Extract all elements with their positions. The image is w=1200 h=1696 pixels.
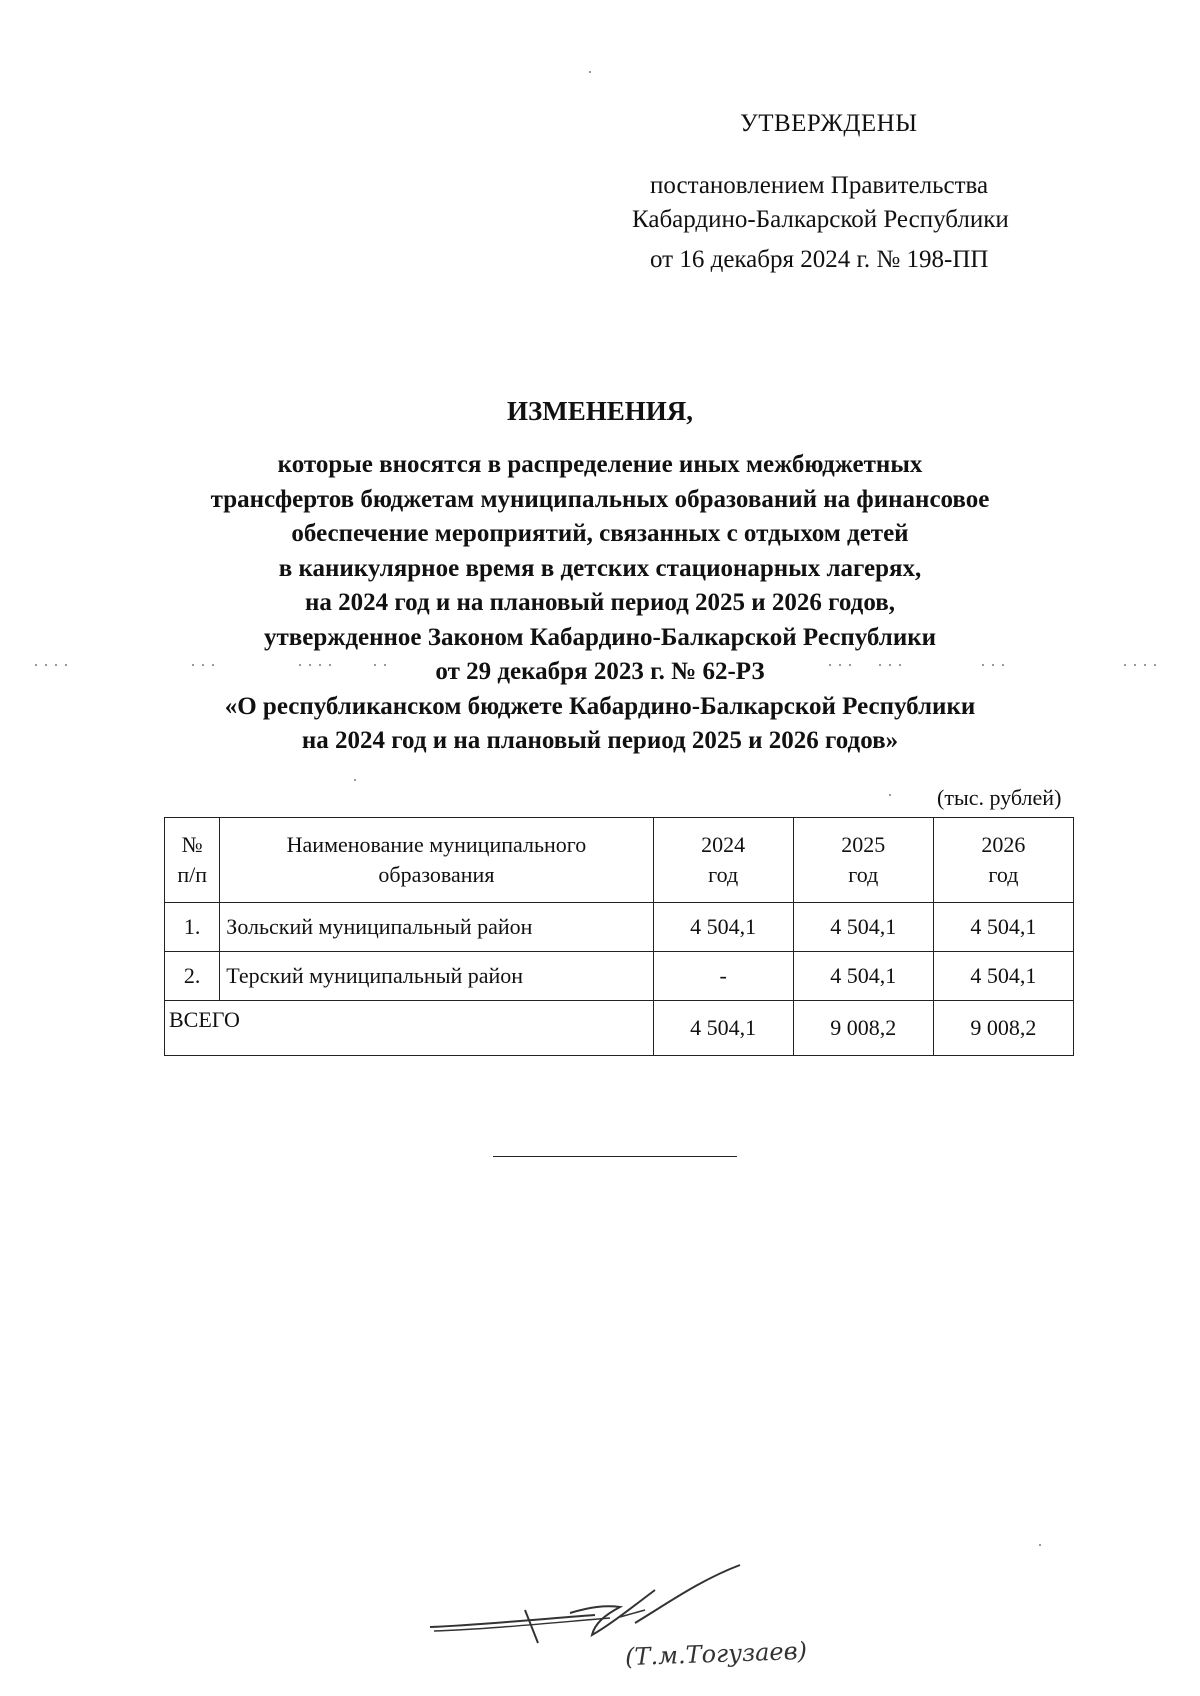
signature-image xyxy=(420,1555,760,1645)
row-value-2024: 4 504,1 xyxy=(653,903,793,952)
document-title: ИЗМЕНЕНИЯ, xyxy=(506,396,693,426)
header-2026-line-2: год xyxy=(988,862,1019,887)
header-2024-line-1: 2024 xyxy=(701,832,746,857)
subtitle-line: обеспечение мероприятий, связанных с отдыхом детей xyxy=(291,520,909,547)
row-value-2026: 4 504,1 xyxy=(933,903,1073,952)
document-subtitle xyxy=(0,448,1200,759)
total-label: ВСЕГО xyxy=(165,1001,654,1056)
subtitle-line: от 29 декабря 2023 г. № 62-РЗ xyxy=(435,658,765,685)
header-number-line-2: п/п xyxy=(177,862,207,887)
total-value-2024: 4 504,1 xyxy=(653,1001,793,1056)
header-name-line-1: Наименование муниципального xyxy=(286,832,587,857)
row-value-2025: 4 504,1 xyxy=(793,903,933,952)
header-number-line-1: № xyxy=(181,832,203,857)
header-2025-line-1: 2025 xyxy=(841,832,886,857)
subtitle-line: «О республиканском бюджете Кабардино-Балкарской Республики xyxy=(224,692,976,720)
subtitle-line: на 2024 год и на плановый период 2025 и 2026 годов, xyxy=(305,589,895,616)
total-value-2025: 9 008,2 xyxy=(793,1001,933,1056)
approval-line-2: Кабардино-Балкарской Республики xyxy=(632,206,1009,233)
header-2024 xyxy=(653,818,793,903)
subtitle-line: в каникулярное время в детских стационарных лагерях, xyxy=(278,554,922,582)
row-name: Зольский муниципальный район xyxy=(220,903,653,952)
total-value-2026: 9 008,2 xyxy=(933,1001,1073,1056)
header-name-line-2: образования xyxy=(378,862,495,887)
approval-heading: УТВЕРЖДЕНЫ xyxy=(740,110,918,137)
subtitle-line: которые вносятся в распределение иных межбюджетных xyxy=(277,451,923,478)
table-total-row xyxy=(165,1001,1074,1056)
units-label: (тыс. рублей) xyxy=(937,785,1062,810)
transfers-table xyxy=(164,817,1074,1056)
header-2024-line-2: год xyxy=(708,862,739,887)
approval-line-1: постановлением Правительства xyxy=(650,172,989,199)
header-number xyxy=(165,818,220,903)
header-2026 xyxy=(933,818,1073,903)
row-value-2025: 4 504,1 xyxy=(793,952,933,1001)
header-2025 xyxy=(793,818,933,903)
row-value-2024: - xyxy=(653,952,793,1001)
row-name: Терский муниципальный район xyxy=(220,952,653,1001)
row-value-2026: 4 504,1 xyxy=(933,952,1073,1001)
header-2025-line-2: год xyxy=(848,862,879,887)
subtitle-line: утвержденное Законом Кабардино-Балкарской Республики xyxy=(263,623,937,651)
header-2026-line-1: 2026 xyxy=(981,832,1026,857)
row-number: 2. xyxy=(165,952,220,1001)
header-name xyxy=(220,818,653,903)
end-rule xyxy=(493,1156,737,1157)
table-header-row xyxy=(165,818,1074,903)
subtitle-line: трансфертов бюджетам муниципальных образований на финансовое xyxy=(210,485,990,513)
signature-transcript: (Т.м.Тогузаев) xyxy=(624,1636,808,1672)
approval-line-3: от 16 декабря 2024 г. № 198-ПП xyxy=(650,246,989,273)
row-number: 1. xyxy=(165,903,220,952)
table-row xyxy=(165,903,1074,952)
subtitle-line: на 2024 год и на плановый период 2025 и 2026 годов» xyxy=(301,727,899,754)
table-row xyxy=(165,952,1074,1001)
